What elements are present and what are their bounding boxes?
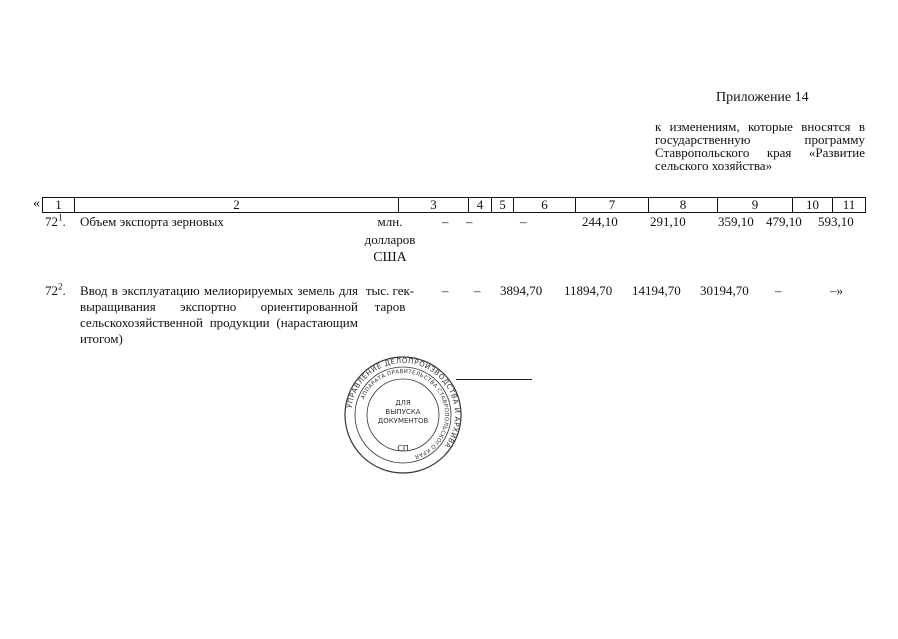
unit-line-1: млн. (377, 214, 403, 229)
row-unit (358, 283, 422, 315)
col-header-11: 11 (842, 197, 856, 212)
col-header-5: 5 (492, 198, 514, 212)
row-number (45, 214, 66, 230)
appendix-subtitle: к изменениям, которые вносятся в государственную программу Ставропольского края «Развитие сельского хозяйства» (655, 119, 865, 173)
cell-c5: – (466, 214, 473, 229)
unit-line-1: тыс. гек- (365, 283, 415, 298)
col-header-3: 3 (399, 198, 469, 212)
stamp-bottom-mark: СП (397, 444, 409, 453)
cell-c9: 359,10 (718, 214, 754, 229)
cell-c4: – (442, 283, 449, 298)
unit-line-2: таров (374, 299, 406, 314)
cell-c5: – (474, 283, 481, 298)
cell-c7: 11894,70 (564, 283, 613, 298)
row-description: Ввод в эксплуатацию мелиорируемых земель для выращивания экспортно ориентированной сельскохозяйственной продукции (нарастающим итогом) (80, 283, 358, 346)
stamp-inner-text: АППАРАТА ПРАВИТЕЛЬСТВА СТАВРОПОЛЬСКОГО КРАЯ (360, 368, 450, 460)
col-header-9: 9 (718, 198, 793, 212)
row-unit (358, 214, 422, 266)
col-header-4: 4 (469, 198, 492, 212)
col-header-2: 2 (75, 198, 399, 212)
row-number-main: 72 (45, 214, 58, 229)
cell-c10: 479,10 (766, 214, 802, 229)
table-header-row (42, 197, 866, 213)
cell-c9: 30194,70 (700, 283, 749, 298)
row-description: Объем экспорта зерновых (80, 214, 224, 229)
cell-c8: 291,10 (650, 214, 686, 229)
row-number-sup: 1 (58, 212, 63, 223)
cell-c6: 3894,70 (500, 283, 543, 298)
stamp-center-line-1: ДЛЯ (395, 399, 411, 407)
row-number-dot: . (62, 283, 66, 298)
cell-c7: 244,10 (582, 214, 618, 229)
cell-c4: – (442, 214, 449, 229)
row-number-sup: 2 (58, 281, 63, 292)
appendix-title: Приложение 14 (716, 90, 809, 105)
col-header-10: 10 (793, 198, 833, 212)
cell-c11: –» (830, 283, 843, 298)
col-header-7: 7 (576, 198, 649, 212)
row-number (45, 283, 66, 299)
stamp-center-line-2: ВЫПУСКА (385, 408, 421, 416)
cell-c6: – (520, 214, 527, 229)
stamp-outer-text: УПРАВЛЕНИЕ ДЕЛОПРОИЗВОДСТВА И АРХИВА (345, 356, 462, 450)
official-stamp (343, 355, 463, 475)
cell-c11: 593,10 (818, 214, 854, 229)
cell-c8: 14194,70 (632, 283, 681, 298)
col-header-1: 1 (43, 198, 75, 212)
stamp-center-line-3: ДОКУМЕНТОВ (377, 417, 429, 425)
unit-line-3: США (373, 250, 407, 265)
row-number-main: 72 (45, 283, 58, 298)
opening-quote: « (33, 196, 40, 211)
col-header-8: 8 (649, 198, 718, 212)
cell-c10: – (775, 283, 782, 298)
row-number-dot: . (62, 214, 66, 229)
col-header-6: 6 (514, 198, 576, 212)
unit-line-2: долларов (364, 232, 416, 247)
signature-line (456, 379, 532, 380)
